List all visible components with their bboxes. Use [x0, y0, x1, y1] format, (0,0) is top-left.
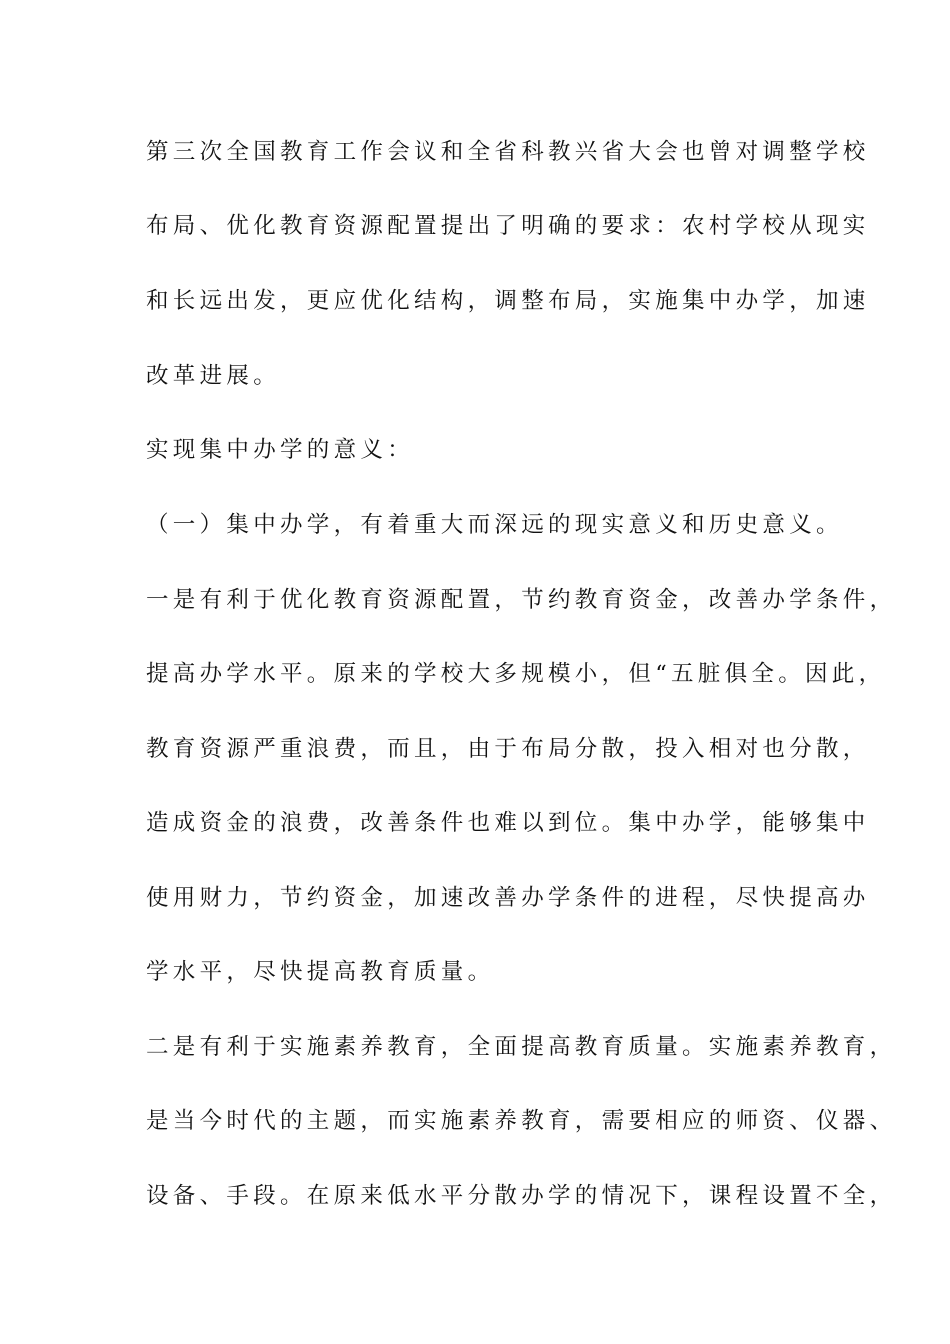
text-line-3: 和长远出发，更应优化结构，调整布局，实施集中办学，加速: [146, 288, 870, 314]
text-line-2: 布局、优化教育资源配置提出了明确的要求：农村学校从现实: [146, 213, 870, 239]
text-line-9: 教育资源严重浪费，而且，由于布局分散，投入相对也分散，: [146, 736, 870, 762]
text-line-12: 学水平，尽快提高教育质量。: [146, 959, 495, 985]
text-line-14: 是当今时代的主题，而实施素养教育，需要相应的师资、仪器、: [146, 1108, 897, 1134]
text-line-7: 一是有利于优化教育资源配置，节约教育资金，改善办学条件，: [146, 587, 897, 613]
text-line-15: 设备、手段。在原来低水平分散办学的情况下，课程设置不全，: [146, 1183, 897, 1209]
text-line-11: 使用财力，节约资金，加速改善办学条件的进程，尽快提高办: [146, 885, 870, 911]
text-line-6: （一）集中办学，有着重大而深远的现实意义和历史意义。: [146, 512, 843, 538]
text-line-4: 改革进展。: [146, 363, 281, 389]
text-line-1: 第三次全国教育工作会议和全省科教兴省大会也曾对调整学校: [146, 139, 870, 165]
text-line-13: 二是有利于实施素养教育，全面提高教育质量。实施素养教育，: [146, 1034, 897, 1060]
text-line-5: 实现集中办学的意义：: [146, 437, 415, 463]
text-line-10: 造成资金的浪费，改善条件也难以到位。集中办学，能够集中: [146, 810, 870, 836]
text-line-8: 提高办学水平。原来的学校大多规模小，但“五脏俱全。因此，: [146, 661, 886, 687]
